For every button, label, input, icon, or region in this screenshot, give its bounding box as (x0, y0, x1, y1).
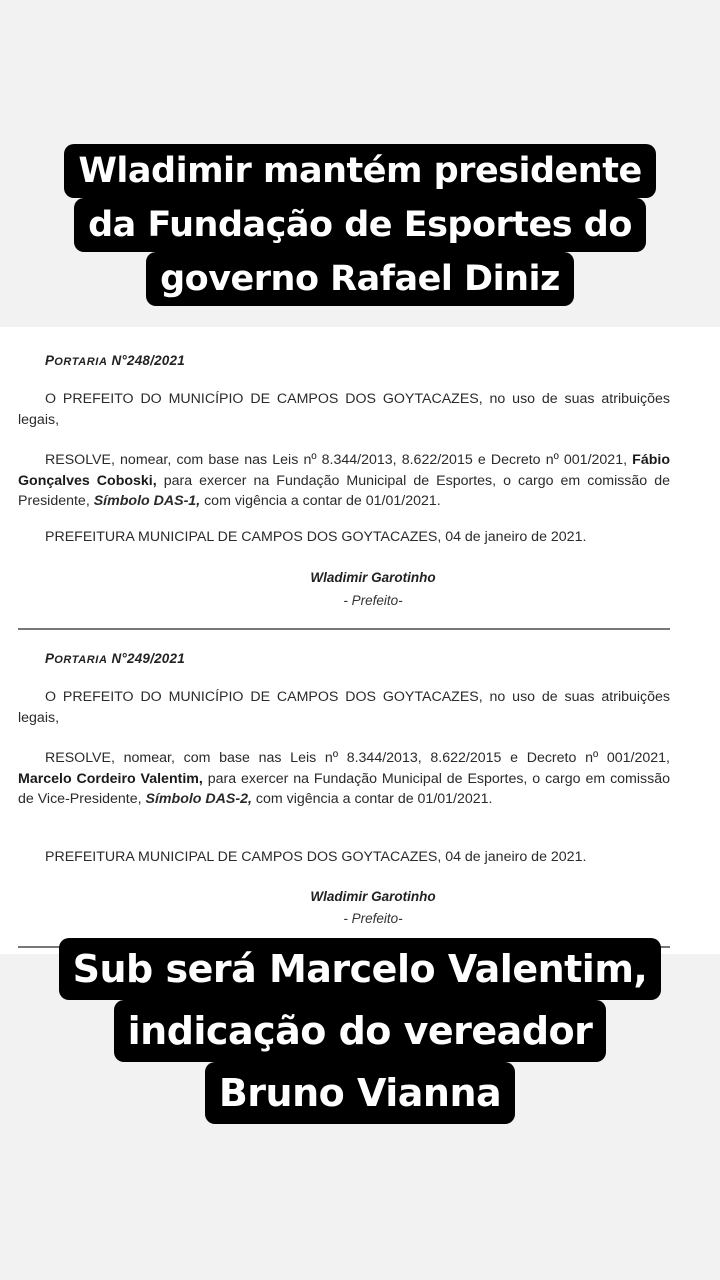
top-caption-line-2: da Fundação de Esportes do (74, 198, 646, 252)
portaria-2-resolve (18, 748, 670, 810)
portaria-1-title-word: ORTARIA (54, 356, 108, 368)
portaria-2-title-word: ORTARIA (54, 654, 108, 666)
official-document (0, 327, 720, 954)
bottom-caption (0, 938, 720, 1124)
portaria-1-intro: O PREFEITO DO MUNICÍPIO DE CAMPOS DOS GOYTACAZES, no uso de suas atribuições legais, (18, 391, 670, 428)
portaria-1-resolve (18, 450, 670, 512)
portaria-1-signer-title: - Prefeito- (343, 593, 403, 608)
portaria-2-title-number: N°249/2021 (107, 651, 185, 666)
portaria-2-resolve-a: RESOLVE, nomear, com base nas Leis nº 8.344/2013, 8.622/2015 e Decreto nº 001/2021, (45, 750, 670, 766)
portaria-1-appointee-name: Fábio Gonçalves Coboski, (18, 452, 670, 489)
portaria-1-closing: PREFEITURA MUNICIPAL DE CAMPOS DOS GOYTACAZES, 04 de janeiro de 2021. (45, 529, 587, 545)
top-caption-line-1: Wladimir mantém presidente (64, 144, 655, 198)
portaria-1-resolve-c: com vigência a contar de 01/01/2021. (200, 493, 441, 509)
portaria-1-signer: Wladimir Garotinho (310, 570, 436, 585)
portaria-2-intro: O PREFEITO DO MUNICÍPIO DE CAMPOS DOS GOYTACAZES, no uso de suas atribuições legais, (18, 689, 670, 726)
portaria-2-title-prefix: P (45, 651, 55, 666)
portaria-1-resolve-a: RESOLVE, nomear, com base nas Leis nº 8.344/2013, 8.622/2015 e Decreto nº 001/2021, (45, 452, 633, 468)
portaria-1-resolve-b: para exercer na Fundação Municipal de Esportes, o cargo em comissão de Presidente, (18, 472, 670, 509)
portaria-2-resolve-c: com vigência a contar de 01/01/2021. (251, 791, 493, 807)
portaria-1-title (45, 353, 185, 368)
portaria-2-symbol: Símbolo DAS-2, (145, 791, 252, 807)
portaria-2-signer-title: - Prefeito- (343, 911, 403, 926)
portaria-1-title-prefix: P (45, 353, 55, 368)
portaria-1-title-number: N°248/2021 (107, 353, 185, 368)
portaria-2-appointee-name: Marcelo Cordeiro Valentim, (18, 770, 203, 787)
document-divider (18, 628, 670, 630)
portaria-2-signer: Wladimir Garotinho (310, 889, 436, 904)
portaria-2-resolve-b: para exercer na Fundação Municipal de Esportes, o cargo em comissão de Vice-Presidente, (18, 770, 670, 807)
portaria-2-closing: PREFEITURA MUNICIPAL DE CAMPOS DOS GOYTACAZES, 04 de janeiro de 2021. (45, 849, 587, 865)
portaria-1-symbol: Símbolo DAS-1, (93, 493, 201, 509)
bottom-caption-line-2: indicação do vereador (114, 1000, 607, 1062)
portaria-2-title (45, 651, 185, 666)
bottom-caption-line-3: Bruno Vianna (205, 1062, 515, 1124)
top-caption-line-3: governo Rafael Diniz (146, 252, 574, 306)
bottom-caption-line-1: Sub será Marcelo Valentim, (59, 938, 662, 1000)
top-caption (0, 144, 720, 306)
